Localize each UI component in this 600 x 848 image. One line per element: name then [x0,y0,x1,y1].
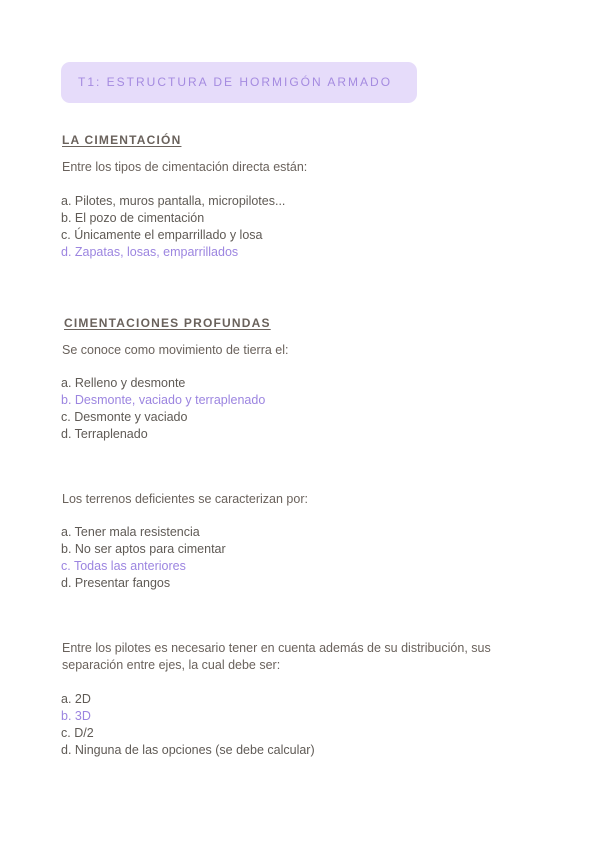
question-1-option-c: c. Únicamente el emparrillado y losa [61,228,263,242]
question-2-option-a: a. Relleno y desmonte [61,376,186,390]
question-2-option-b-correct: b. Desmonte, vaciado y terraplenado [61,393,266,407]
question-2-text: Se conoce como movimiento de tierra el: [62,343,289,357]
question-4-option-b-correct: b. 3D [61,709,91,723]
question-3-options [61,524,226,592]
question-1-text: Entre los tipos de cimentación directa están: [62,160,308,174]
question-3-text: Los terrenos deficientes se caracterizan por: [62,492,308,506]
question-1-options [61,193,285,261]
question-2-option-d: d. Terraplenado [61,427,148,441]
question-3-option-c-correct: c. Todas las anteriores [61,559,186,573]
question-3-option-d: d. Presentar fangos [61,576,171,590]
question-4-option-c: c. D/2 [61,726,94,740]
question-4-option-d: d. Ninguna de las opciones (se debe calcular) [61,743,315,757]
question-4-options [61,691,315,759]
question-1-option-b: b. El pozo de cimentación [61,211,205,225]
question-3-option-b: b. No ser aptos para cimentar [61,542,226,556]
document-title: T1: ESTRUCTURA DE HORMIGÓN ARMADO [78,75,393,89]
section-heading-cimentacion: LA CIMENTACIÓN [62,133,182,147]
question-2-option-c: c. Desmonte y vaciado [61,410,188,424]
question-3-option-a: a. Tener mala resistencia [61,525,200,539]
section-heading-cimentaciones-profundas: CIMENTACIONES PROFUNDAS [64,316,271,330]
question-4-text: Entre los pilotes es necesario tener en cuenta además de su distribución, sus separación entre ejes, la cual debe ser: [62,641,491,672]
question-2-options [61,375,265,443]
title-banner [61,62,417,103]
question-1-option-a: a. Pilotes, muros pantalla, micropilotes... [61,194,286,208]
question-1-option-d-correct: d. Zapatas, losas, emparrillados [61,245,239,259]
question-4-option-a: a. 2D [61,692,91,706]
